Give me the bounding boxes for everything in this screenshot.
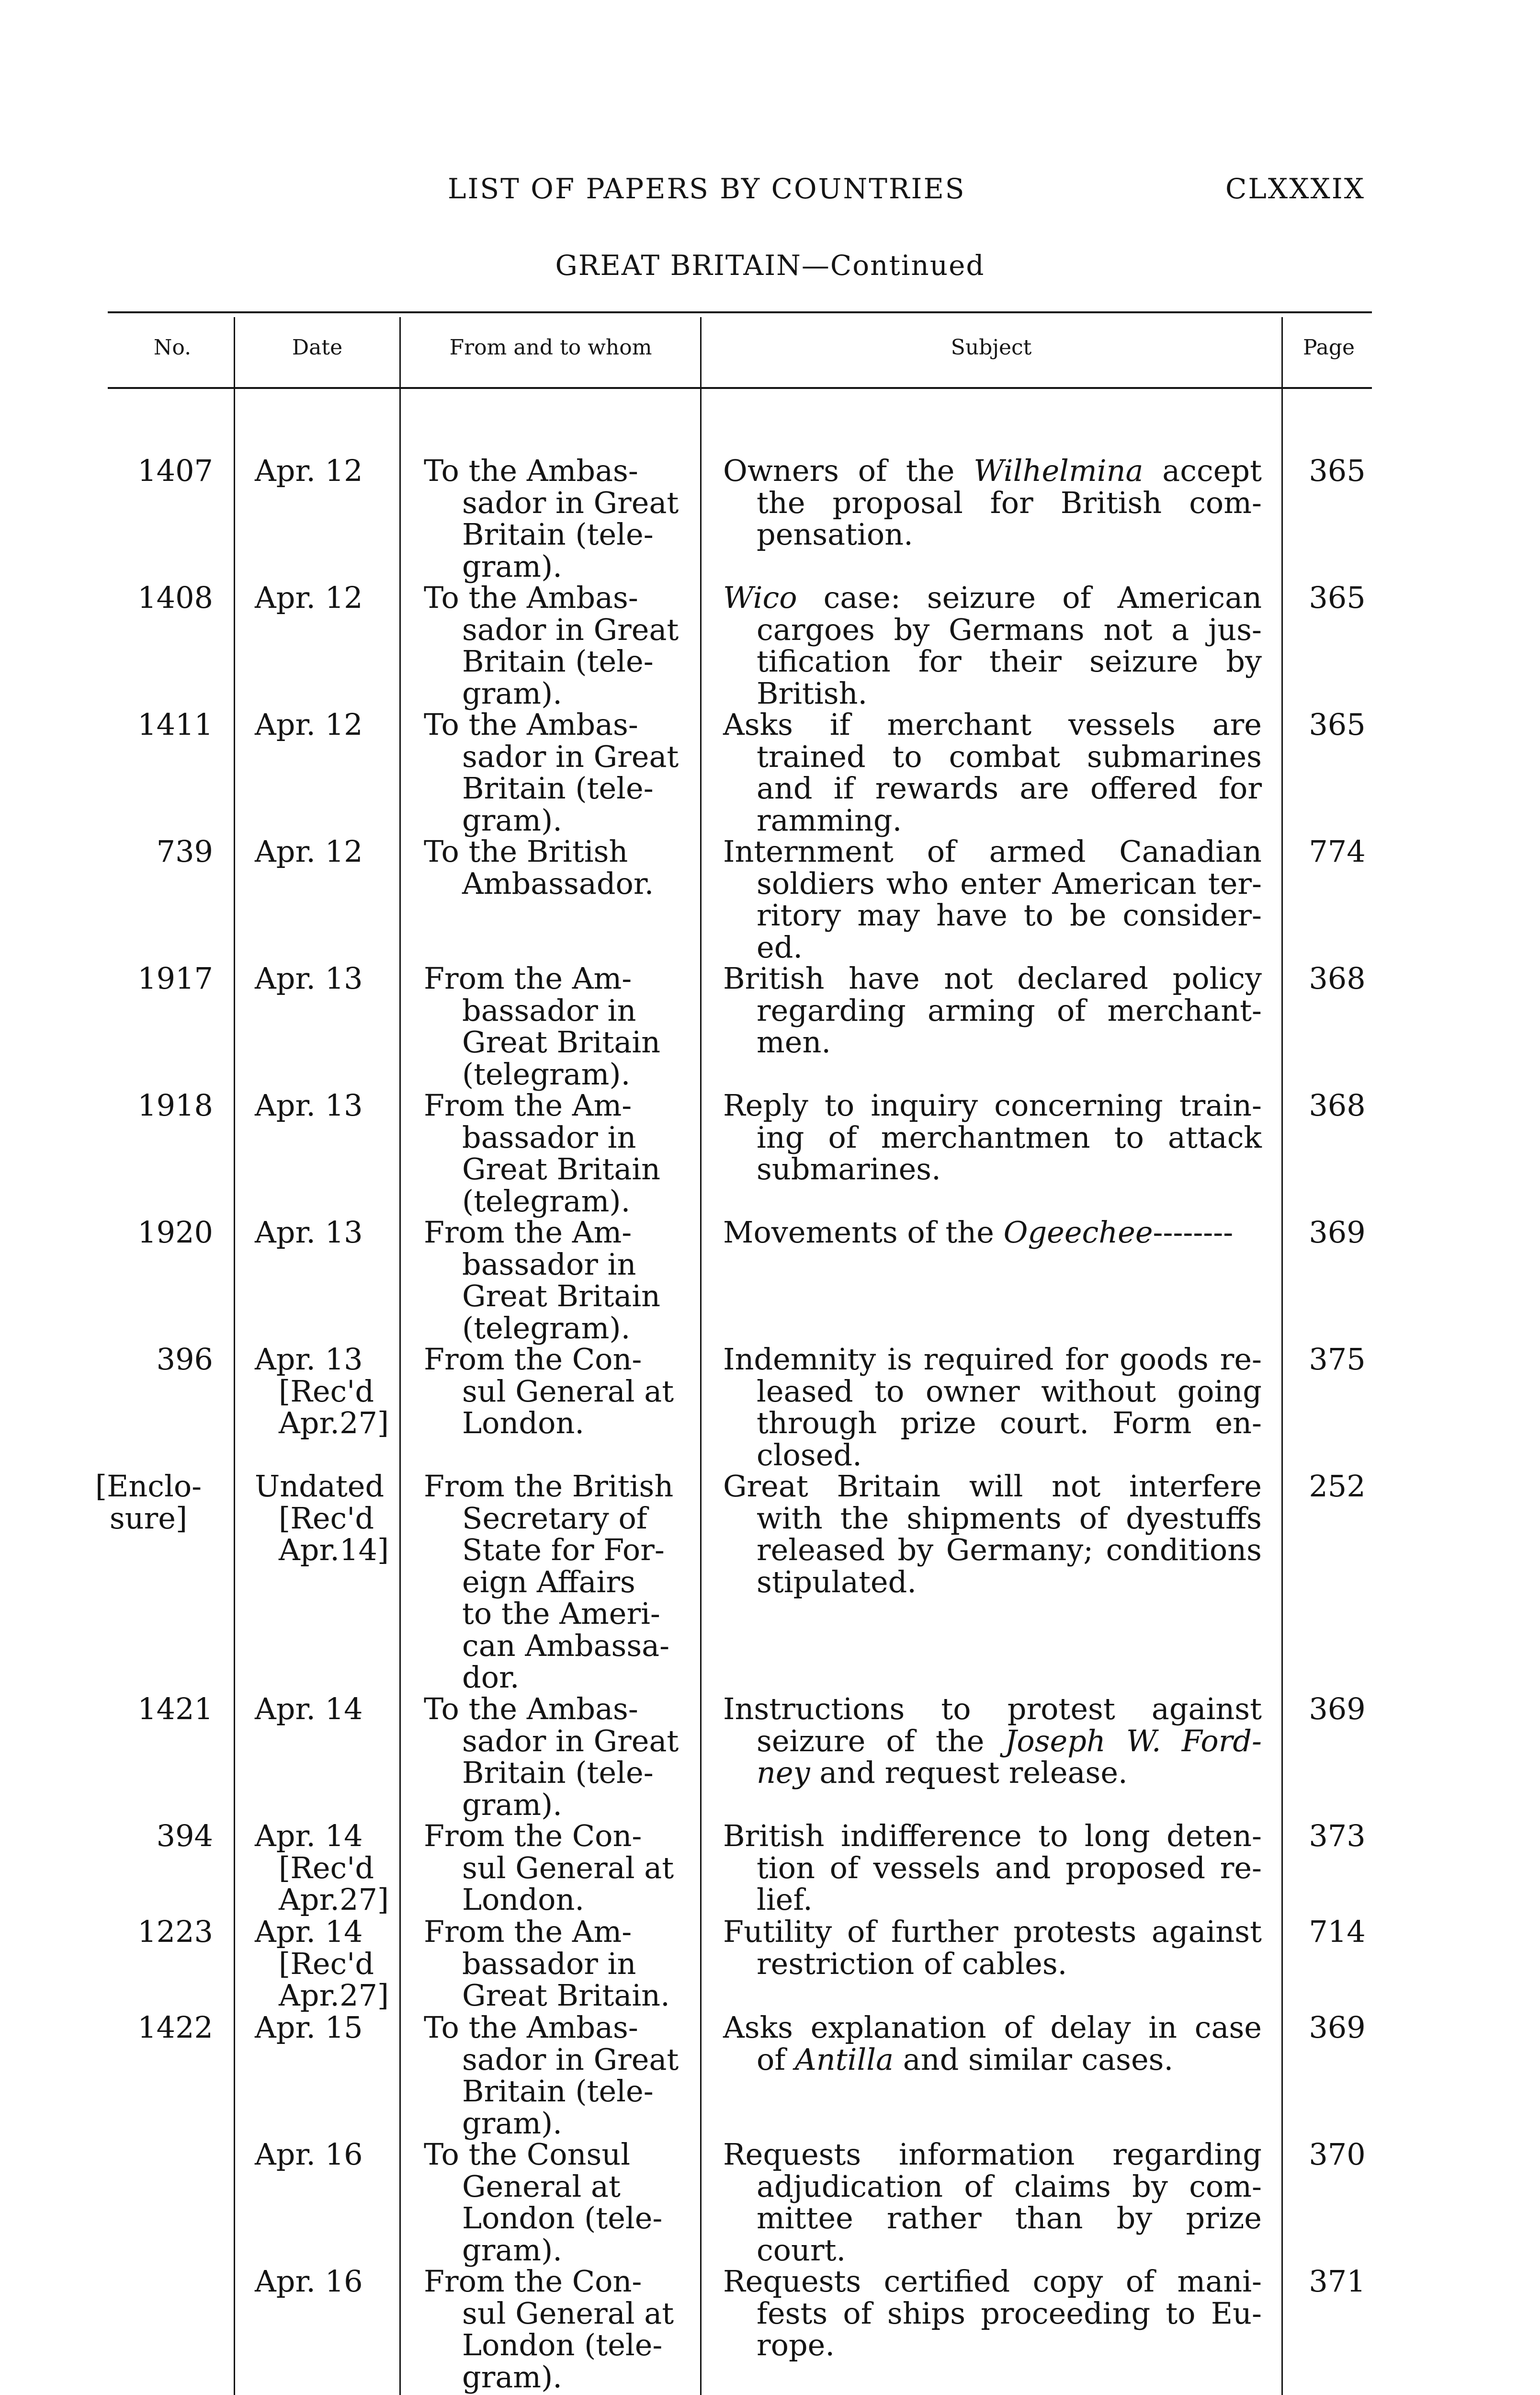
- column-divider-4: [1281, 317, 1283, 2395]
- row-from-line: bassador in: [462, 1946, 636, 1981]
- row-page: 252: [1309, 1469, 1366, 1504]
- row-subject: [723, 1217, 1262, 1249]
- row-date-line: Apr. 15: [255, 2010, 363, 2045]
- row-page: 369: [1309, 1215, 1366, 1250]
- column-header-page: Page: [1302, 335, 1355, 360]
- row-subject-line: lief.: [757, 1882, 813, 1917]
- row-from-line: From the Con-: [424, 1342, 642, 1377]
- row-from-line: sul General at: [462, 1850, 674, 1885]
- row-subject-line: fests of ships proceeding to Eu-: [757, 2295, 1262, 2331]
- row-subject-line: with the shipments of dyestuffs: [757, 1500, 1262, 1536]
- row-subject-line: submarines.: [757, 1152, 941, 1186]
- row-from-line: London.: [462, 1405, 585, 1440]
- top-rule: [108, 311, 1372, 313]
- row-subject-line: British indifference to long deten-: [723, 1818, 1262, 1853]
- row-subject-line: leased to owner without going: [757, 1373, 1262, 1409]
- row-subject: [723, 1471, 1262, 1598]
- row-date: [255, 1820, 394, 1916]
- row-subject-line: Asks if merchant vessels are: [723, 707, 1262, 742]
- row-from-line: London (tele-: [462, 2327, 663, 2362]
- row-number: 1411: [137, 707, 213, 742]
- row-subject-line: Movements of the Ogeechee--------: [723, 1215, 1234, 1250]
- row-from-line: sador in Great: [462, 739, 679, 774]
- row-number: 1421: [137, 1691, 213, 1726]
- row-from: [424, 963, 697, 1090]
- row-subject-line: ney and request release.: [757, 1755, 1128, 1790]
- row-subject-line: of Antilla and similar cases.: [757, 2041, 1174, 2077]
- row-from-line: (telegram).: [462, 1310, 631, 1346]
- row-from-line: gram).: [462, 548, 562, 584]
- row-from-line: Britain (tele-: [462, 644, 654, 679]
- row-date-line: Apr. 13: [255, 961, 363, 996]
- row-subject-line: Great Britain will not interfere: [723, 1469, 1262, 1504]
- row-from-line: sador in Great: [462, 1723, 679, 1758]
- row-from-line: From the Am-: [424, 1215, 632, 1250]
- row-date-line: Apr. 16: [255, 2137, 363, 2172]
- row-page: 368: [1309, 1088, 1366, 1123]
- row-from-line: Britain (tele-: [462, 771, 654, 806]
- row-from-line: gram).: [462, 2105, 562, 2141]
- row-subject-line: restriction of cables.: [757, 1946, 1067, 1981]
- page-folio: CLXXXIX: [1225, 172, 1365, 205]
- row-subject-line: ing of merchantmen to attack: [757, 1119, 1262, 1155]
- row-from-line: sador in Great: [462, 485, 679, 520]
- row-subject-line: British have not declared policy: [723, 961, 1262, 996]
- row-from-line: to the Ameri-: [462, 1596, 660, 1631]
- row-from-line: From the Am-: [424, 961, 632, 996]
- row-from-line: Great Britain: [462, 1025, 661, 1060]
- row-subject-line: adjudication of claims by com-: [757, 2168, 1262, 2204]
- row-subject-line: Owners of the Wilhelmina accept: [723, 453, 1262, 488]
- row-from: [424, 1693, 697, 1821]
- row-subject-line: mittee rather than by prize: [757, 2201, 1262, 2235]
- row-from-line: State for For-: [462, 1532, 665, 1567]
- row-from: [424, 709, 697, 836]
- column-header-date: Date: [292, 335, 343, 360]
- row-subject-line: rope.: [757, 2327, 835, 2362]
- row-from-line: Great Britain: [462, 1278, 661, 1313]
- row-from-line: To the British: [424, 834, 628, 869]
- row-number: 396: [156, 1342, 213, 1377]
- row-from: [424, 1217, 697, 1344]
- row-date: [255, 963, 394, 995]
- row-page: 714: [1309, 1914, 1366, 1949]
- row-number: 739: [156, 834, 213, 869]
- row-from-line: Great Britain: [462, 1152, 661, 1186]
- row-date: [255, 1916, 394, 2012]
- row-date: [255, 2266, 394, 2298]
- header-rule: [108, 387, 1372, 389]
- row-date-line: [Rec'd: [279, 1850, 374, 1885]
- row-page: 369: [1309, 2010, 1366, 2045]
- row-subject: [723, 963, 1262, 1059]
- row-from-line: To the Ambas-: [424, 453, 638, 488]
- row-from-line: Britain (tele-: [462, 1755, 654, 1790]
- row-date: [255, 1471, 394, 1566]
- row-subject-line: Indemnity is required for goods re-: [723, 1342, 1262, 1377]
- row-date-line: Apr.27]: [279, 1978, 389, 2013]
- row-date: [255, 455, 394, 487]
- row-subject: [723, 836, 1262, 963]
- row-number: [84, 1471, 213, 1534]
- row-subject-line: ritory may have to be consider-: [757, 898, 1262, 933]
- row-from: [424, 1820, 697, 1916]
- row-date-line: Apr. 16: [255, 2264, 363, 2299]
- row-page: 365: [1309, 707, 1366, 742]
- column-divider-1: [234, 317, 235, 2395]
- row-from-line: can Ambassa-: [462, 1628, 670, 1663]
- row-date-line: [Rec'd: [279, 1500, 374, 1536]
- row-subject: [723, 1820, 1262, 1916]
- row-subject-line: ed.: [757, 929, 803, 965]
- row-from-line: To the Ambas-: [424, 2010, 638, 2045]
- row-date: [255, 2012, 394, 2044]
- row-number-line: [Enclo-: [95, 1469, 202, 1504]
- row-date-line: Apr.14]: [279, 1532, 389, 1567]
- running-title: LIST OF PAPERS BY COUNTRIES: [448, 172, 966, 205]
- row-from: [424, 582, 697, 709]
- running-head: [0, 172, 1540, 216]
- row-subject-line: trained to combat submarines: [757, 739, 1262, 774]
- row-subject: [723, 1916, 1262, 1980]
- row-subject-line: Requests certified copy of mani-: [723, 2264, 1262, 2299]
- row-from-line: Great Britain.: [462, 1978, 670, 2013]
- row-from-line: From the Con-: [424, 2264, 642, 2299]
- row-date: [255, 582, 394, 614]
- row-from: [424, 836, 697, 900]
- row-date-line: Apr.27]: [279, 1882, 389, 1917]
- row-subject-line: tion of vessels and proposed re-: [757, 1850, 1262, 1885]
- row-subject-line: Asks explanation of delay in case: [723, 2010, 1262, 2045]
- row-page: 365: [1309, 453, 1366, 488]
- row-from: [424, 2139, 697, 2266]
- row-page: 368: [1309, 961, 1366, 996]
- row-date-line: Apr. 13: [255, 1215, 363, 1250]
- row-from-line: bassador in: [462, 992, 636, 1028]
- row-number: 1223: [137, 1914, 213, 1949]
- row-subject: [723, 709, 1262, 836]
- row-from-line: gram).: [462, 1787, 562, 1822]
- row-subject-line: stipulated.: [757, 1564, 917, 1599]
- row-from-line: Ambassador.: [462, 866, 654, 901]
- row-from: [424, 1471, 697, 1694]
- row-from-line: gram).: [462, 675, 562, 711]
- row-subject-line: and if rewards are offered for: [757, 771, 1262, 806]
- row-from: [424, 2266, 697, 2393]
- row-page: 370: [1309, 2137, 1366, 2172]
- row-date-line: Apr. 13: [255, 1088, 363, 1123]
- row-date-line: Apr. 13: [255, 1342, 363, 1377]
- row-from-line: sul General at: [462, 2295, 674, 2331]
- row-from: [424, 1916, 697, 2012]
- row-number: 1917: [137, 961, 213, 996]
- row-number: 1920: [137, 1215, 213, 1250]
- row-from: [424, 1344, 697, 1439]
- row-subject-line: tification for their seizure by: [757, 644, 1262, 679]
- row-subject: [723, 2139, 1262, 2266]
- row-from-line: bassador in: [462, 1246, 636, 1282]
- row-number: 1918: [137, 1088, 213, 1123]
- row-date-line: Apr. 12: [255, 707, 363, 742]
- row-page: 373: [1309, 1818, 1366, 1853]
- row-date: [255, 836, 394, 868]
- row-date-line: [Rec'd: [279, 1373, 374, 1409]
- row-date: [255, 1693, 394, 1725]
- row-subject-line: Instructions to protest against: [723, 1691, 1262, 1726]
- row-from-line: From the British: [424, 1469, 674, 1504]
- row-from-line: From the Am-: [424, 1914, 632, 1949]
- row-date: [255, 1090, 394, 1122]
- row-from-line: dor.: [462, 1660, 520, 1695]
- row-from: [424, 455, 697, 582]
- row-from-line: gram).: [462, 2232, 562, 2268]
- column-header-subject: Subject: [951, 335, 1032, 360]
- column-header-no: No.: [153, 335, 192, 360]
- section-title: GREAT BRITAIN—Continued: [555, 249, 985, 282]
- row-subject: [723, 455, 1262, 551]
- row-number: 394: [156, 1818, 213, 1853]
- row-subject-line: British.: [757, 675, 868, 711]
- row-page: 774: [1309, 834, 1366, 869]
- row-subject-line: Reply to inquiry concerning train-: [723, 1088, 1262, 1123]
- row-date-line: Apr. 12: [255, 453, 363, 488]
- row-subject: [723, 1693, 1262, 1789]
- row-date: [255, 2139, 394, 2171]
- row-from-line: eign Affairs: [462, 1564, 635, 1599]
- row-from-line: To the Consul: [424, 2137, 631, 2172]
- row-from-line: To the Ambas-: [424, 1691, 638, 1726]
- row-page: 375: [1309, 1342, 1366, 1377]
- row-date-line: [Rec'd: [279, 1946, 374, 1981]
- row-date: [255, 1344, 394, 1439]
- row-subject: [723, 1090, 1262, 1186]
- row-subject-line: released by Germany; conditions: [757, 1532, 1262, 1567]
- row-date-line: Undated: [255, 1469, 385, 1504]
- row-subject-line: the proposal for British com-: [757, 485, 1262, 520]
- row-from-line: sador in Great: [462, 2041, 679, 2077]
- row-from-line: London (tele-: [462, 2201, 663, 2235]
- row-from-line: From the Am-: [424, 1088, 632, 1123]
- row-subject-line: cargoes by Germans not a jus-: [757, 612, 1262, 647]
- row-date: [255, 709, 394, 741]
- row-from-line: (telegram).: [462, 1183, 631, 1219]
- row-subject-line: pensation.: [757, 517, 913, 552]
- row-from-line: London.: [462, 1882, 585, 1917]
- row-date: [255, 1217, 394, 1249]
- row-date-line: Apr. 14: [255, 1691, 363, 1726]
- row-subject-line: closed.: [757, 1437, 862, 1472]
- row-subject: [723, 1344, 1262, 1471]
- row-subject-line: Requests information regarding: [723, 2137, 1262, 2172]
- row-subject-line: Internment of armed Canadian: [723, 834, 1262, 869]
- row-subject: [723, 582, 1262, 709]
- row-from-line: To the Ambas-: [424, 580, 638, 615]
- row-subject-line: Futility of further protests against: [723, 1914, 1262, 1949]
- row-from-line: sador in Great: [462, 612, 679, 647]
- row-date-line: Apr. 12: [255, 834, 363, 869]
- row-from-line: Britain (tele-: [462, 2074, 654, 2109]
- row-subject-line: men.: [757, 1025, 831, 1060]
- row-date-line: Apr.27]: [279, 1405, 389, 1440]
- row-page: 371: [1309, 2264, 1366, 2299]
- row-page: 369: [1309, 1691, 1366, 1726]
- row-subject-line: ramming.: [757, 802, 902, 838]
- row-from: [424, 2012, 697, 2139]
- row-from-line: gram).: [462, 2359, 562, 2395]
- row-from-line: (telegram).: [462, 1056, 631, 1092]
- row-number-line: sure]: [109, 1500, 188, 1536]
- row-date-line: Apr. 12: [255, 580, 363, 615]
- row-number: 1408: [137, 580, 213, 615]
- row-subject-line: regarding arming of merchant-: [757, 992, 1262, 1028]
- row-from-line: gram).: [462, 802, 562, 838]
- column-header-from: From and to whom: [449, 335, 652, 360]
- row-subject-line: Wico case: seizure of American: [723, 580, 1262, 615]
- row-from: [424, 1090, 697, 1217]
- row-from-line: General at: [462, 2168, 621, 2204]
- column-divider-3: [700, 317, 702, 2395]
- row-subject: [723, 2012, 1262, 2076]
- row-from-line: From the Con-: [424, 1818, 642, 1853]
- row-from-line: Britain (tele-: [462, 517, 654, 552]
- row-subject-line: seizure of the Joseph W. Ford-: [757, 1723, 1262, 1758]
- row-subject-line: soldiers who enter American ter-: [757, 866, 1262, 901]
- row-from-line: Secretary of: [462, 1500, 647, 1536]
- row-from-line: To the Ambas-: [424, 707, 638, 742]
- row-subject-line: court.: [757, 2232, 846, 2268]
- row-date-line: Apr. 14: [255, 1818, 363, 1853]
- row-date-line: Apr. 14: [255, 1914, 363, 1949]
- row-number: 1422: [137, 2010, 213, 2045]
- column-divider-2: [399, 317, 401, 2395]
- row-subject-line: through prize court. Form en-: [757, 1405, 1262, 1440]
- row-from-line: sul General at: [462, 1373, 674, 1409]
- row-subject: [723, 2266, 1262, 2361]
- row-number: 1407: [137, 453, 213, 488]
- row-from-line: bassador in: [462, 1119, 636, 1155]
- row-page: 365: [1309, 580, 1366, 615]
